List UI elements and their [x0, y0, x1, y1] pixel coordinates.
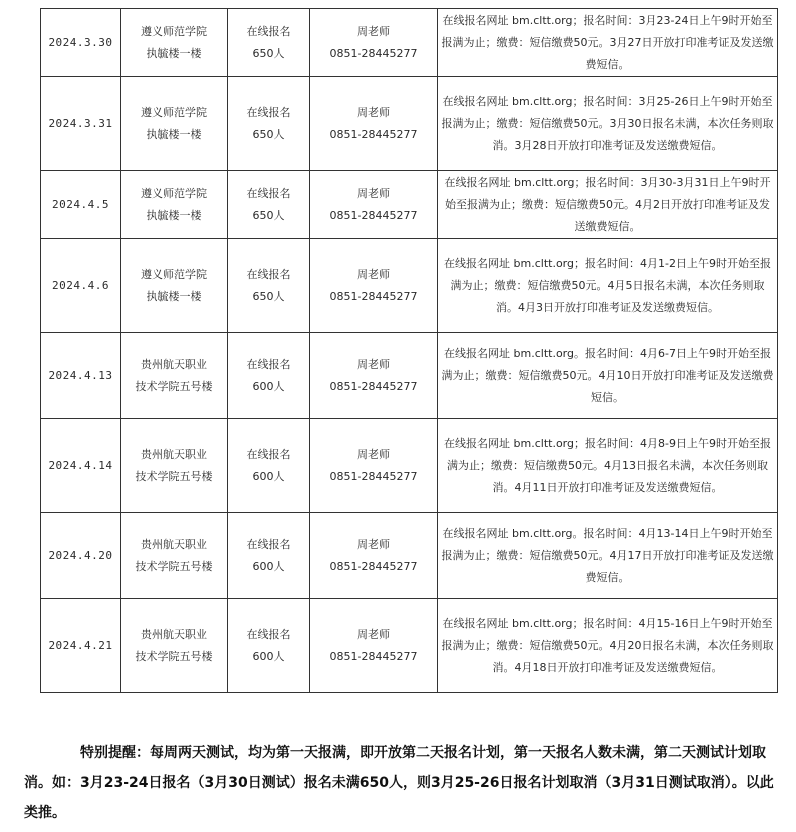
venue-line: 遵义师范学院	[141, 105, 207, 119]
registration-notice	[438, 9, 778, 77]
test-date: 2024.3.31	[41, 77, 121, 171]
mode-line: 600人	[252, 469, 285, 483]
mode-line: 650人	[252, 208, 285, 222]
mode-line: 在线报名	[246, 24, 291, 38]
table-row	[41, 513, 778, 599]
table-row	[41, 599, 778, 693]
registration-mode	[228, 77, 310, 171]
contact-person: 周老师	[357, 24, 390, 38]
table-row	[41, 9, 778, 77]
contact-info	[310, 171, 438, 239]
notice-text: 在线报名网址 bm.cltt.org；报名时间：4月15-16日上午9时开始至报满为止；缴费：短信缴费50元。4月20日报名未满，本次任务则取消。4月18日开放打印准考证及发送缴费短信。	[441, 616, 774, 674]
contact-info	[310, 419, 438, 513]
venue-line: 技术学院五号楼	[135, 649, 213, 663]
test-venue	[121, 77, 228, 171]
registration-mode	[228, 599, 310, 693]
test-date: 2024.4.13	[41, 333, 121, 419]
mode-line: 在线报名	[246, 267, 291, 281]
mode-line: 在线报名	[246, 537, 291, 551]
contact-phone: 0851-28445277	[329, 289, 418, 303]
mode-line: 600人	[252, 379, 285, 393]
contact-info	[310, 599, 438, 693]
table-row	[41, 333, 778, 419]
registration-mode	[228, 239, 310, 333]
test-venue	[121, 333, 228, 419]
venue-line: 贵州航天职业	[141, 627, 207, 641]
contact-phone: 0851-28445277	[329, 379, 418, 393]
venue-line: 执毓楼一楼	[146, 289, 202, 303]
venue-line: 执毓楼一楼	[146, 208, 202, 222]
contact-info	[310, 77, 438, 171]
mode-line: 在线报名	[246, 186, 291, 200]
mode-line: 在线报名	[246, 105, 291, 119]
notice-text: 在线报名网址 bm.cltt.org；报名时间：4月8-9日上午9时开始至报满为止；缴费：短信缴费50元。4月13日报名未满，本次任务则取消。4月11日开放打印准考证及发送缴费短信。	[444, 436, 771, 494]
contact-person: 周老师	[357, 627, 390, 641]
contact-phone: 0851-28445277	[329, 208, 418, 222]
mode-line: 在线报名	[246, 627, 291, 641]
mode-line: 650人	[252, 127, 285, 141]
venue-line: 执毓楼一楼	[146, 46, 202, 60]
notice-text: 在线报名网址 bm.cltt.org；报名时间：3月30-3月31日上午9时开始至报满为止；缴费：短信缴费50元。4月2日开放打印准考证及发送缴费短信。	[444, 175, 771, 233]
venue-line: 贵州航天职业	[141, 447, 207, 461]
contact-info	[310, 333, 438, 419]
registration-mode	[228, 333, 310, 419]
registration-notice	[438, 599, 778, 693]
test-venue	[121, 419, 228, 513]
table-row	[41, 77, 778, 171]
contact-person: 周老师	[357, 357, 390, 371]
mode-line: 600人	[252, 559, 285, 573]
registration-mode	[228, 513, 310, 599]
contact-phone: 0851-28445277	[329, 649, 418, 663]
venue-line: 技术学院五号楼	[135, 469, 213, 483]
venue-line: 遵义师范学院	[141, 267, 207, 281]
venue-line: 贵州航天职业	[141, 357, 207, 371]
venue-line: 技术学院五号楼	[135, 379, 213, 393]
registration-mode	[228, 9, 310, 77]
test-venue	[121, 239, 228, 333]
test-date: 2024.4.5	[41, 171, 121, 239]
notice-text: 在线报名网址 bm.cltt.org；报名时间：3月23-24日上午9时开始至报满为止；缴费：短信缴费50元。3月27日开放打印准考证及发送缴费短信。	[441, 13, 774, 71]
test-venue	[121, 171, 228, 239]
mode-line: 650人	[252, 46, 285, 60]
contact-info	[310, 239, 438, 333]
mode-line: 600人	[252, 649, 285, 663]
contact-phone: 0851-28445277	[329, 559, 418, 573]
contact-person: 周老师	[357, 186, 390, 200]
contact-phone: 0851-28445277	[329, 469, 418, 483]
registration-notice	[438, 513, 778, 599]
test-date: 2024.4.21	[41, 599, 121, 693]
test-venue	[121, 513, 228, 599]
contact-person: 周老师	[357, 537, 390, 551]
test-date: 2024.4.6	[41, 239, 121, 333]
contact-person: 周老师	[357, 447, 390, 461]
table-row	[41, 419, 778, 513]
venue-line: 执毓楼一楼	[146, 127, 202, 141]
notice-text: 在线报名网址 bm.cltt.org；报名时间：4月1-2日上午9时开始至报满为止；缴费：短信缴费50元。4月5日报名未满，本次任务则取消。4月3日开放打印准考证及发送缴费短信。	[444, 256, 771, 314]
test-date: 2024.3.30	[41, 9, 121, 77]
venue-line: 贵州航天职业	[141, 537, 207, 551]
contact-person: 周老师	[357, 105, 390, 119]
special-reminder-text: 特别提醒：每周两天测试，均为第一天报满，即开放第二天报名计划，第一天报名人数未满，第二天测试计划取消。如：3月23-24日报名（3月30日测试）报名未满650人，则3月25-26日报名计划取消（3月31日测试取消）。以此类推。	[24, 745, 774, 821]
registration-notice	[438, 239, 778, 333]
venue-line: 遵义师范学院	[141, 24, 207, 38]
schedule-body	[41, 9, 778, 693]
venue-line: 遵义师范学院	[141, 186, 207, 200]
mode-line: 650人	[252, 289, 285, 303]
contact-info	[310, 513, 438, 599]
test-venue	[121, 9, 228, 77]
contact-info	[310, 9, 438, 77]
mode-line: 在线报名	[246, 447, 291, 461]
registration-notice	[438, 419, 778, 513]
test-date: 2024.4.20	[41, 513, 121, 599]
mode-line: 在线报名	[246, 357, 291, 371]
table-row	[41, 171, 778, 239]
notice-text: 在线报名网址 bm.cltt.org。报名时间：4月6-7日上午9时开始至报满为止；缴费：短信缴费50元。4月10日开放打印准考证及发送缴费短信。	[441, 346, 774, 404]
contact-phone: 0851-28445277	[329, 127, 418, 141]
venue-line: 技术学院五号楼	[135, 559, 213, 573]
registration-mode	[228, 419, 310, 513]
notice-text: 在线报名网址 bm.cltt.org。报名时间：4月13-14日上午9时开始至报满为止；缴费：短信缴费50元。4月17日开放打印准考证及发送缴费短信。	[441, 526, 774, 584]
contact-person: 周老师	[357, 267, 390, 281]
registration-notice	[438, 333, 778, 419]
table-row	[41, 239, 778, 333]
special-reminder	[24, 738, 782, 828]
test-date: 2024.4.14	[41, 419, 121, 513]
registration-notice	[438, 77, 778, 171]
registration-notice	[438, 171, 778, 239]
notice-text: 在线报名网址 bm.cltt.org；报名时间：3月25-26日上午9时开始至报满为止；缴费：短信缴费50元。3月30日报名未满，本次任务则取消。3月28日开放打印准考证及发送缴费短信。	[441, 94, 774, 152]
test-venue	[121, 599, 228, 693]
contact-phone: 0851-28445277	[329, 46, 418, 60]
exam-schedule-table	[40, 8, 778, 693]
registration-mode	[228, 171, 310, 239]
